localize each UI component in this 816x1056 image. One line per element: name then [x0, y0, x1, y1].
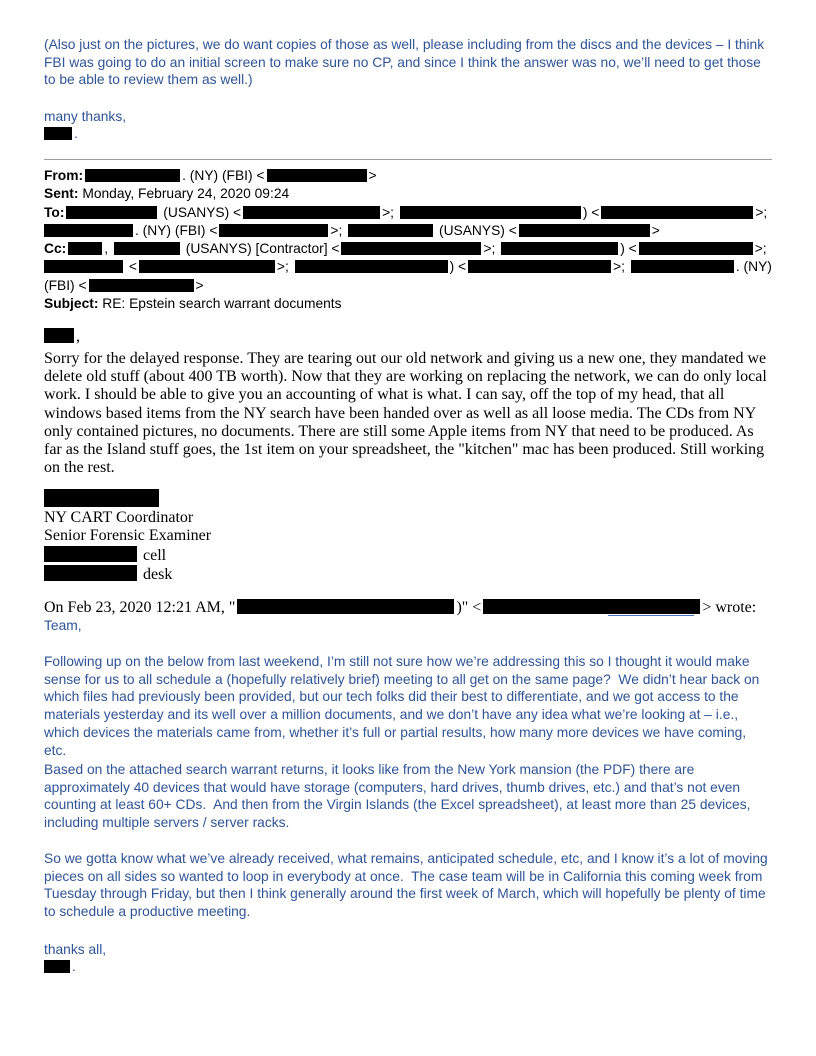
to-text: >;: [330, 222, 347, 238]
redaction-bar: [89, 279, 194, 292]
subject-label: Subject:: [44, 296, 99, 312]
to-label: To:: [44, 204, 65, 220]
salutation-punctuation: ,: [76, 328, 80, 345]
redaction-bar: [519, 224, 650, 237]
redaction-bar: [267, 169, 367, 182]
to-text: (USANYS) <: [435, 222, 517, 238]
quoted-paragraph-2: Based on the attached search warrant returns, it looks like from the New York mansion (the PDF) there are approximately 40 devices that would have storage (computers, hard drives, thumb drives, etc.) and that’s not even counting at least 60+ CDs. And then from the Virgin Islands (the Excel spreadsheet), at least more than 25 devices, including multiple servers / server racks.: [44, 762, 755, 831]
sent-value: Monday, February 24, 2020 09:24: [78, 186, 290, 202]
redaction-bar: [639, 242, 753, 255]
desk-suffix: desk: [139, 565, 173, 583]
signature-name-line: [44, 489, 772, 509]
attribution-text: > wrote:: [702, 599, 757, 616]
redaction-bar: [44, 489, 159, 507]
from-text: . (NY) (FBI) <: [182, 168, 265, 183]
cc-text: >: [195, 277, 204, 293]
signature-title-1: NY CART Coordinator: [44, 509, 194, 527]
signature-desk-line: [44, 565, 772, 584]
to-text: ) <: [582, 204, 600, 220]
signature-punctuation: .: [72, 959, 76, 974]
top-message-paragraph: (Also just on the pictures, we do want copies of those as well, please including from the discs and the devices – I think FBI was going to do an initial screen to make sure no CP, and since I think the answer was no, we’ll need to get those to be able to review them as well.): [44, 37, 768, 88]
redaction-bar: [501, 242, 618, 255]
cc-text: >;: [754, 241, 767, 257]
redaction-bar: [44, 546, 137, 562]
redaction-bar: [44, 127, 72, 140]
to-text: >;: [382, 204, 398, 220]
redaction-bar: [400, 206, 581, 219]
cc-text: ,: [104, 241, 112, 257]
redaction-bar: [44, 328, 74, 343]
redaction-bar: [44, 260, 123, 273]
from-text: >: [368, 168, 377, 183]
quoted-attribution-line: [44, 599, 772, 617]
reply-salutation: [44, 328, 772, 346]
redaction-bar: [468, 260, 611, 273]
quoted-paragraph-1: Following up on the below from last weekend, I’m still not sure how we’re addressing this so I thought it would make sense for us to all schedule a (hopefully relatively brief) meeting to all get on the same page? We didn’t hear back on which files had previously been provided, but our tech folks did their best to differentiate, and we got access to the materials yesterday and its well over a million documents, and we don’t have any idea what we’re looking at – i.e., which devices the materials came from, whether it’s full or partial results, how many more devices we have coming, etc.: [44, 654, 764, 758]
reply-signature-block: [44, 489, 772, 584]
redaction-bar: [631, 260, 734, 273]
cc-label: Cc:: [44, 241, 67, 257]
email-header-from-line: [44, 167, 772, 185]
email-header-sent-line: [44, 185, 772, 203]
redaction-bar: [139, 260, 275, 273]
attribution-text: On Feb 23, 2020 12:21 AM, ": [44, 599, 236, 616]
to-text: >: [651, 222, 660, 238]
redaction-bar: [85, 169, 180, 182]
email-header: [44, 167, 772, 313]
redaction-bar: [114, 242, 180, 255]
cc-text: ) <: [620, 241, 637, 257]
redaction-bar: [68, 242, 102, 255]
signature-title-2: Senior Forensic Examiner: [44, 527, 212, 545]
from-label: From:: [44, 168, 84, 183]
redaction-bar: [219, 224, 328, 237]
quoted-closing: thanks all,: [44, 942, 107, 957]
cell-suffix: cell: [139, 546, 167, 564]
cc-text: . (NY): [735, 259, 772, 275]
to-text: . (NY) (FBI) <: [135, 222, 218, 238]
cc-text: ) <: [449, 259, 467, 275]
redaction-bar: [348, 224, 433, 237]
email-header-subject-line: [44, 295, 772, 313]
redaction-bar: [44, 960, 70, 973]
subject-value: RE: Epstein search warrant documents: [98, 296, 342, 312]
redaction-bar: [243, 206, 380, 219]
quoted-signature-line: [44, 958, 772, 976]
redaction-bar: [601, 206, 753, 219]
email-header-to-line-2: [44, 222, 772, 240]
cc-text: >;: [483, 241, 500, 257]
top-message-closing: many thanks,: [44, 109, 127, 124]
cc-text: >;: [276, 259, 293, 275]
redaction-bar: [66, 206, 157, 219]
redaction-bar: [341, 242, 481, 255]
reply-body-paragraph: Sorry for the delayed response. They are tearing out our old network and giving us a new one, they mandated we delete old stuff (about 400 TB worth). Now that they are working on replacing the network, we can do only local work. I should be able to give you an accounting of what is what. I can say, off the top of my head, that all windows based items from the NY search have been handed over as well as all loose media. The CDs from NY only contained pictures, no documents. There are still some Apple items from NY that need to be produced. As far as the Island stuff goes, the 1st item on your spreadsheet, the "kitchen" mac has been produced. Still working on the rest.: [44, 350, 771, 477]
quoted-greeting: Team,: [44, 618, 82, 633]
sent-label: Sent:: [44, 186, 79, 202]
cc-text: (FBI) <: [44, 277, 87, 293]
top-message-signature-line: [44, 125, 772, 143]
cc-text: (USANYS) [Contractor] <: [181, 241, 340, 257]
signature-punctuation: .: [74, 126, 78, 141]
attribution-text: )" <: [456, 599, 482, 616]
email-header-cc-line-3: [44, 277, 772, 295]
redaction-bar: [44, 565, 137, 581]
signature-cell-line: [44, 546, 772, 565]
quoted-paragraph-3: So we gotta know what we’ve already received, what remains, anticipated schedule, etc, and I know it’s a lot of moving pieces on all sides so wanted to loop in everybody at once. The case team will be in California this coming week from Tuesday through Friday, but then I think generally around the first week of March, which will hopefully be plenty of time to schedule a productive meeting.: [44, 851, 772, 920]
redaction-bar: [237, 599, 454, 614]
cc-text: >;: [613, 259, 629, 275]
email-header-cc-line-2: [44, 258, 772, 276]
redaction-bar: [44, 224, 133, 237]
email-header-to-line-1: [44, 204, 772, 222]
to-text: >;: [755, 204, 768, 220]
cc-text: <: [125, 259, 137, 275]
message-divider: [44, 159, 772, 160]
redaction-bar: [295, 260, 448, 273]
email-header-cc-line-1: [44, 240, 772, 258]
redaction-bar: [483, 599, 700, 614]
to-text: (USANYS) <: [159, 204, 242, 220]
